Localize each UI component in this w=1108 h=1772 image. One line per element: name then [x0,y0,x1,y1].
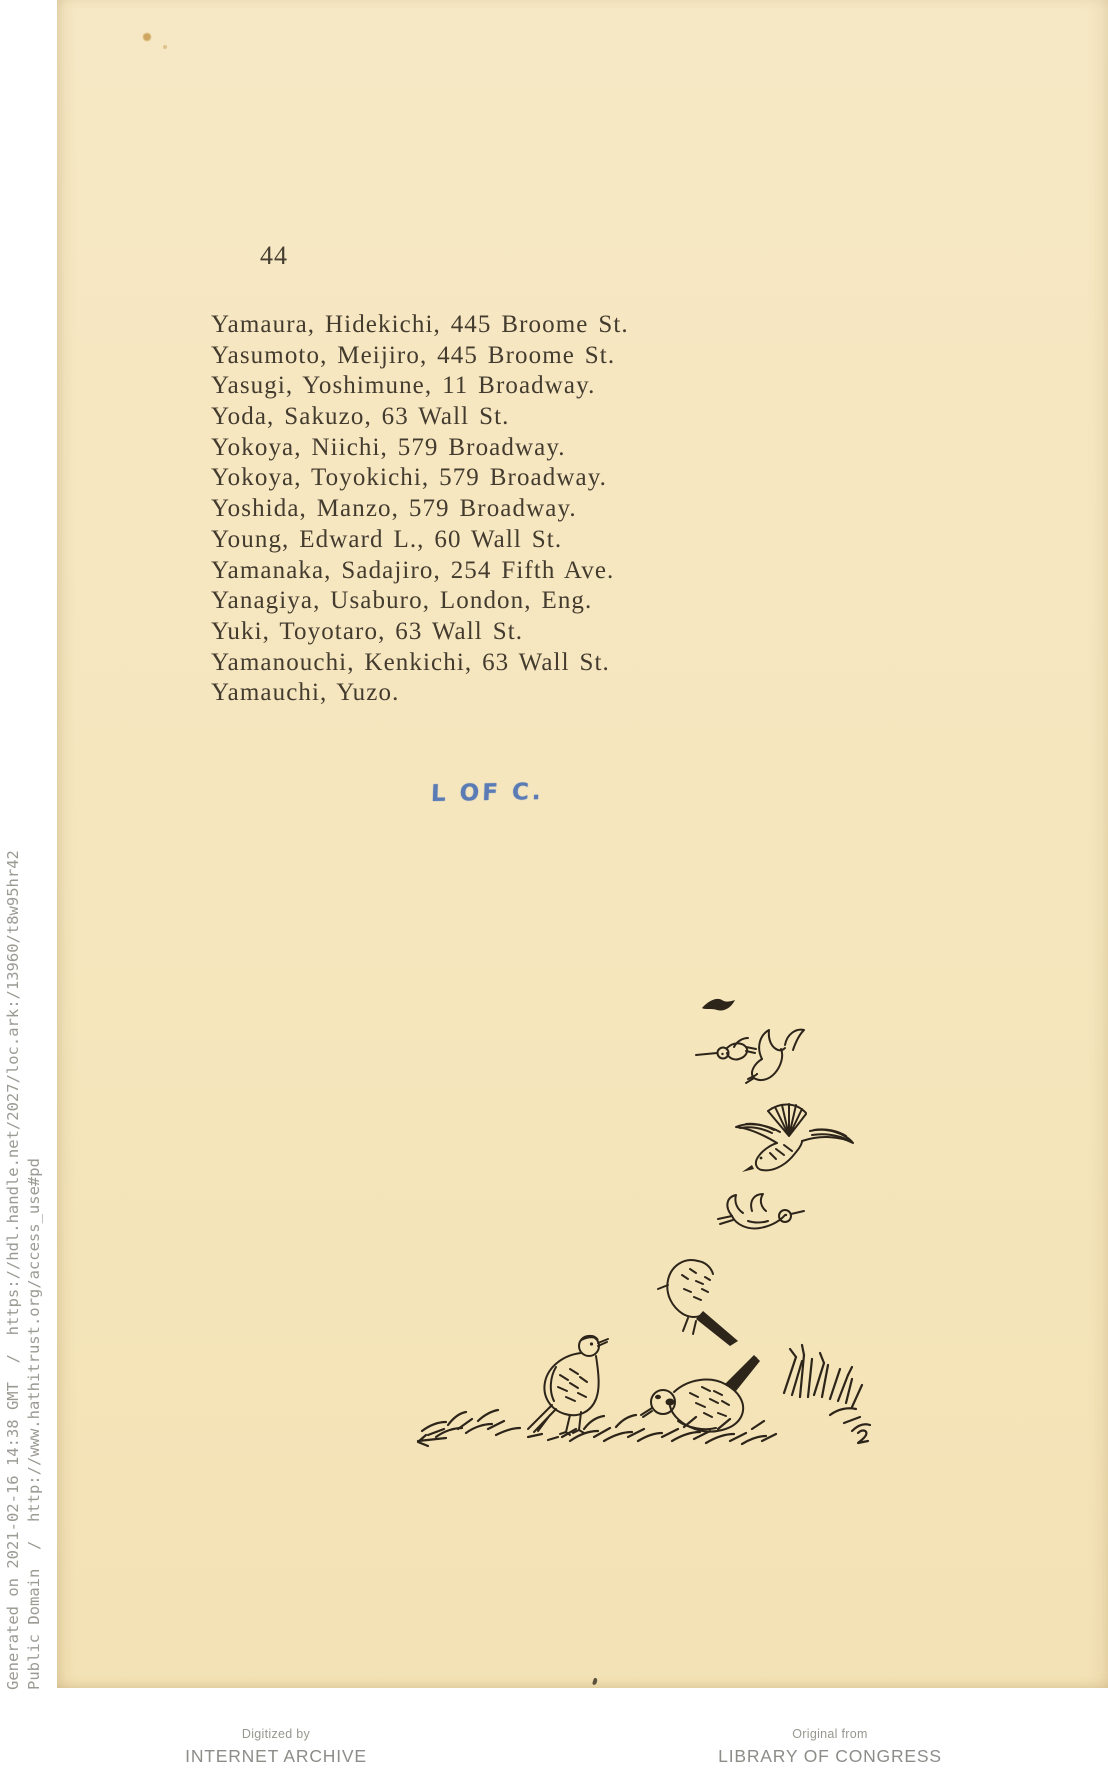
footer-original-label: Original from [792,1727,868,1741]
page-number: 44 [260,241,288,270]
directory-entry: Young, Edward L., 60 Wall St. [211,525,563,553]
paper-speck [163,45,167,49]
directory-entry: Yanagiya, Usaburo, London, Eng. [211,587,593,615]
directory-entry: Yamanouchi, Kenkichi, 63 Wall St. [211,648,610,676]
grass-group [418,1345,870,1446]
directory-entry: Yamaura, Hidekichi, 445 Broome St. [211,311,629,338]
directory-entry: Yasumoto, Meijiro, 445 Broome St. [211,341,616,369]
directory-entry: Yamauchi, Yuzo. [211,679,400,707]
flying-birds-group [696,999,853,1229]
directory-entry: Yasugi, Yoshimune, 11 Broadway. [211,372,596,400]
directory-entry: Yokoya, Toyokichi, 579 Broadway. [211,464,608,492]
ground-sparrows-group [528,1260,760,1435]
sparrow-illustration [400,985,880,1455]
footer-digitized [96,1727,456,1767]
footer-original [650,1727,1010,1767]
footer-digitizer-name: INTERNET ARCHIVE [185,1746,367,1766]
paper-speck [592,1678,598,1686]
directory-entry: Yamanaka, Sadajiro, 254 Fifth Ave. [211,556,615,584]
directory-entry: Yoda, Sakuzo, 63 Wall St. [211,403,510,431]
directory-entry: Yoshida, Manzo, 579 Broadway. [211,495,577,523]
directory-list [211,310,771,709]
paper-speck [143,33,151,41]
scanned-page [57,0,1108,1688]
footer-digitized-label: Digitized by [241,1727,311,1741]
directory-entry: Yokoya, Niichi, 579 Broadway. [211,433,566,461]
directory-entry: Yuki, Toyotaro, 63 Wall St. [211,617,524,645]
watermark-line-2: Public Domain / http://www.hathitrust.org/access_use#pd [25,1158,43,1690]
watermark-line-1: Generated on 2021-02-16 14:38 GMT / https://hdl.handle.net/2027/loc.ark:/13960/t8w95hr42 [4,850,22,1690]
library-of-congress-stamp: L OF C. [430,779,545,807]
footer-source-name: LIBRARY OF CONGRESS [718,1746,942,1766]
